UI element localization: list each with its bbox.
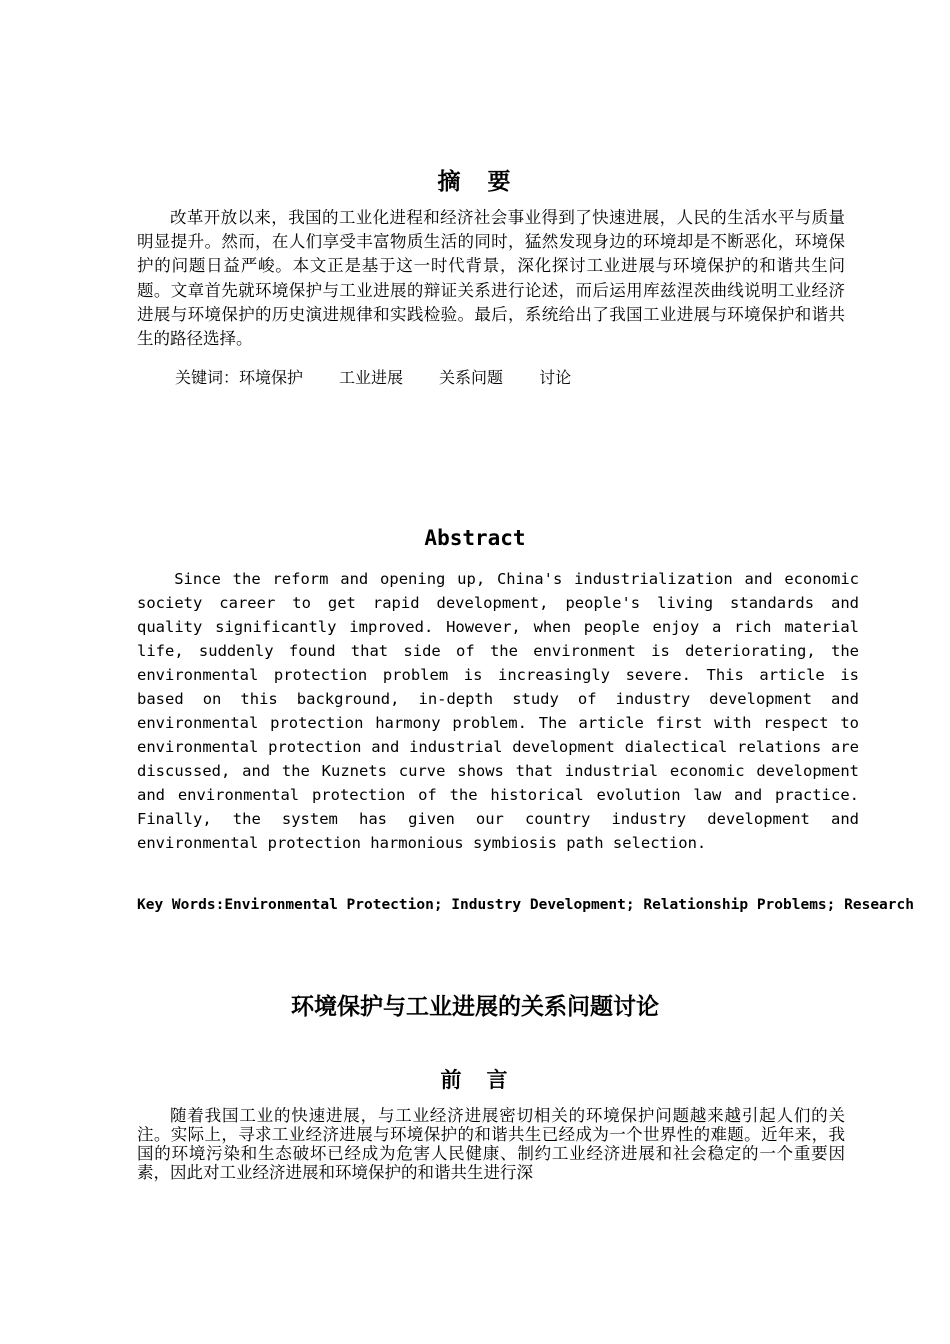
keyword-zh-term: 讨论 bbox=[539, 368, 572, 387]
abstract-en-body: Since the reform and opening up, China's industrialization and economic society career to get rapid development, people's living standards and quality significantly improved. However, when people enjoy a rich material life, suddenly found that side of the environment is deteriorating, the environmental protection problem is increasingly severe. This article is based on this background, in-depth study of industry development and environmental protection harmony problem. The article first with respect to environmental protection and industrial development dialectical relations are discussed, and the Kuznets curve shows that industrial economic development and environmental protection of the historical evolution law and practice. Finally, the system has given our country industry development and environmental protection harmonious symbiosis path selection. bbox=[137, 570, 859, 852]
keyword-zh-term: 关系问题 bbox=[439, 368, 504, 387]
abstract-zh-body: 改革开放以来，我国的工业化进程和经济社会事业得到了快速进展，人民的生活水平与质量明显提升。然而，在人们享受丰富物质生活的同时，猛然发现身边的环境却是不断恶化，环境保护的问题日益严峻。本文正是基于这一时代背景，深化探讨工业进展与环境保护的和谐共生问题。文章首先就环境保护与工业进展的辩证关系进行论述，而后运用库兹涅茨曲线说明工业经济进展与环境保护的历史演进规律和实践检验。最后，系统给出了我国工业进展与环境保护和谐共生的路径选择。 bbox=[137, 208, 845, 349]
abstract-zh-title: 摘 要 bbox=[437, 169, 513, 195]
abstract-en-title: Abstract bbox=[424, 526, 526, 550]
keyword-zh-term: 环境保护 bbox=[239, 368, 304, 387]
preface-title: 前 言 bbox=[440, 1068, 510, 1092]
keywords-en-terms: Environmental Protection; Industry Development; Relationship Problems; Research bbox=[224, 897, 914, 913]
preface-body: 随着我国工业的快速进展，与工业经济进展密切相关的环境保护问题越来越引起人们的关注。实际上，寻求工业经济进展与环境保护的和谐共生已经成为一个世界性的难题。近年来，我国的环境污染和生态破坏已经成为危害人民健康、制约工业经济进展和社会稳定的一个重要因素，因此对工业经济进展和环境保护的和谐共生进行深 bbox=[137, 1106, 845, 1182]
keywords-zh-label: 关键词： bbox=[175, 368, 240, 387]
keyword-zh-term: 工业进展 bbox=[339, 368, 404, 387]
keywords-en bbox=[137, 896, 944, 915]
main-title: 环境保护与工业进展的关系问题讨论 bbox=[291, 994, 659, 1020]
keywords-en-label: Key Words: bbox=[137, 897, 225, 913]
keywords-zh bbox=[175, 366, 571, 390]
